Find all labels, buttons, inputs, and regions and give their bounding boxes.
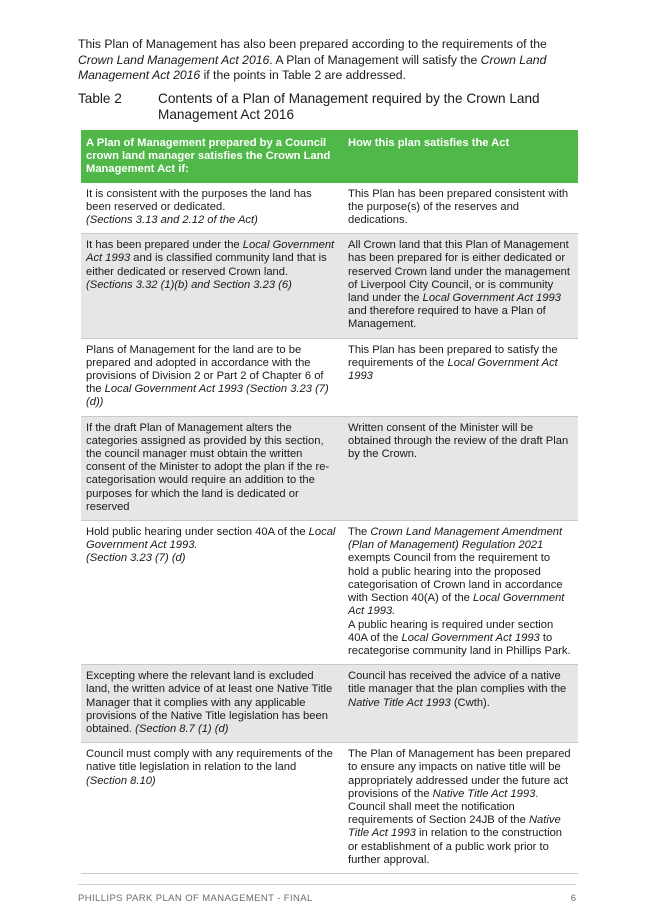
italic-text: Local Government Act 1993 xyxy=(348,356,558,383)
table-number: Table 2 xyxy=(78,91,122,106)
intro-text: . A Plan of Management will satisfy the xyxy=(269,52,481,67)
table-header-row xyxy=(81,130,578,183)
satisfaction-cell xyxy=(343,416,578,520)
italic-text: Local Government Act 1993 (Section 3.23 (7) (d)) xyxy=(86,383,329,409)
table-row xyxy=(81,743,578,874)
requirement-cell xyxy=(81,338,343,416)
satisfaction-cell xyxy=(343,183,578,234)
cell-text: This Plan has been prepared consistent with the purpose(s) of the reserves and dedications. xyxy=(348,187,569,227)
cell-text: Excepting where the relevant land is excluded land, the written advice of at least one Native Title Manager that it complies with any applicable provisions of the Native Title legislation has been obtained. xyxy=(86,670,333,735)
italic-text: Local Government Act 1993. xyxy=(86,526,336,552)
satisfaction-cell xyxy=(343,521,578,665)
table-title: Contents of a Plan of Management required by the Crown Land Management Act 2016 xyxy=(158,91,540,122)
italic-text: Native Title Act 1993 xyxy=(348,696,451,709)
cell-text: in relation to the construction or establishment of a public work prior to further approval. xyxy=(348,827,563,866)
table-row xyxy=(81,665,578,743)
requirement-cell xyxy=(81,521,343,665)
table-row xyxy=(81,338,578,416)
requirement-cell xyxy=(81,743,343,874)
italic-text: Native Title Act 1993 xyxy=(432,787,536,800)
italic-text: Crown Land Management Amendment (Plan of Management) Regulation 2021 xyxy=(348,526,563,552)
cell-text: This Plan has been prepared to satisfy the requirements of the xyxy=(348,343,558,369)
italic-text: (Section 8.10) xyxy=(86,774,156,787)
cell-text: It is consistent with the purposes the land has been reserved or dedicated. xyxy=(86,187,312,213)
page-number: 6 xyxy=(570,893,576,904)
requirement-cell xyxy=(81,234,343,338)
header-requirement: A Plan of Management prepared by a Council crown land manager satisfies the Crown Land Management Act if: xyxy=(81,130,343,183)
intro-text: This Plan of Management has also been prepared according to the requirements of the xyxy=(78,37,547,51)
cell-text: A public hearing is required under section 40A of the xyxy=(348,618,554,644)
cell-text: Hold public hearing under section 40A of the xyxy=(86,526,309,539)
cell-text: and therefore required to have a Plan of Management. xyxy=(348,305,546,331)
table-row xyxy=(81,416,578,520)
requirement-cell xyxy=(81,416,343,520)
cell-text: If the draft Plan of Management alters the categories assigned as provided by this section, the council manager must obtain the written consent of the Minister to adopt the plan if the re-categorisation would require an addition to the purposes for which the land is dedicated or reserved xyxy=(86,421,330,513)
italic-text: (Section 3.23 (7) (d) xyxy=(86,552,186,565)
cell-text: The xyxy=(348,526,371,539)
satisfaction-cell xyxy=(343,665,578,743)
intro-act-name: Crown Land Management Act 2016 xyxy=(78,52,270,67)
footer-divider xyxy=(78,884,576,885)
table-row xyxy=(81,234,578,338)
satisfaction-cell xyxy=(343,743,578,874)
italic-text: Native Title Act 1993 xyxy=(348,814,561,840)
cell-text: to recategorise community land in Phillips Park. xyxy=(348,631,571,657)
header-satisfaction: How this plan satisfies the Act xyxy=(343,130,578,183)
requirement-cell xyxy=(81,665,343,743)
cell-text: and is classified community land that is either dedicated or reserved Crown land. xyxy=(86,252,327,278)
satisfaction-cell xyxy=(343,234,578,338)
table-row xyxy=(81,183,578,234)
italic-text: (Section 8.7 (1) (d) xyxy=(135,722,229,735)
cell-text: (Cwth). xyxy=(450,696,490,709)
table-row xyxy=(81,521,578,665)
intro-text: if the points in Table 2 are addressed. xyxy=(200,68,406,82)
table-body xyxy=(81,183,578,874)
intro-paragraph xyxy=(78,37,578,84)
cell-text: exempts Council from the requirement to hold a public hearing into the proposed categorisation of Crown land in accordance with Section 40(A) of the xyxy=(348,552,563,605)
cell-text: Plans of Management for the land are to be prepared and adopted in accordance with the provisions of Division 2 or Part 2 of Chapter 6 of the xyxy=(86,343,324,396)
satisfaction-cell xyxy=(343,338,578,416)
requirement-cell xyxy=(81,183,343,234)
cell-text: . Council shall meet the notification requirements of Section 24JB of the xyxy=(348,787,539,827)
cell-text: It has been prepared under the xyxy=(86,239,243,252)
cell-text: The Plan of Management has been prepared to ensure any impacts on native title will be appropriately addressed under the future act provisions of the xyxy=(348,748,571,800)
footer-title: PHILLIPS PARK PLAN OF MANAGEMENT - FINAL xyxy=(78,893,313,904)
cell-text: Written consent of the Minister will be obtained through the review of the draft Plan by the Crown. xyxy=(348,421,569,461)
cell-text: All Crown land that this Plan of Management has been prepared for is either dedicated or reserved Crown land under the management of Liverpool City Council, or is community land under the xyxy=(348,239,571,305)
italic-text: Local Government Act 1993 xyxy=(422,292,561,305)
cell-text: Council has received the advice of a native title manager that the plan complies with the xyxy=(348,670,567,696)
italic-text: Local Government Act 1993 xyxy=(401,631,540,644)
cell-text: Council must comply with any requirements of the native title legislation in relation to the land xyxy=(86,748,333,774)
italic-text: (Sections 3.13 and 2.12 of the Act) xyxy=(86,214,258,227)
intro-act-name: Crown Land Management Act 2016 xyxy=(78,52,547,82)
italic-text: Local Government Act 1993 xyxy=(86,239,335,265)
italic-text: (Sections 3.32 (1)(b) and Section 3.23 (6) xyxy=(86,278,292,291)
italic-text: Local Government Act 1993. xyxy=(348,592,565,618)
requirements-table xyxy=(81,130,578,874)
